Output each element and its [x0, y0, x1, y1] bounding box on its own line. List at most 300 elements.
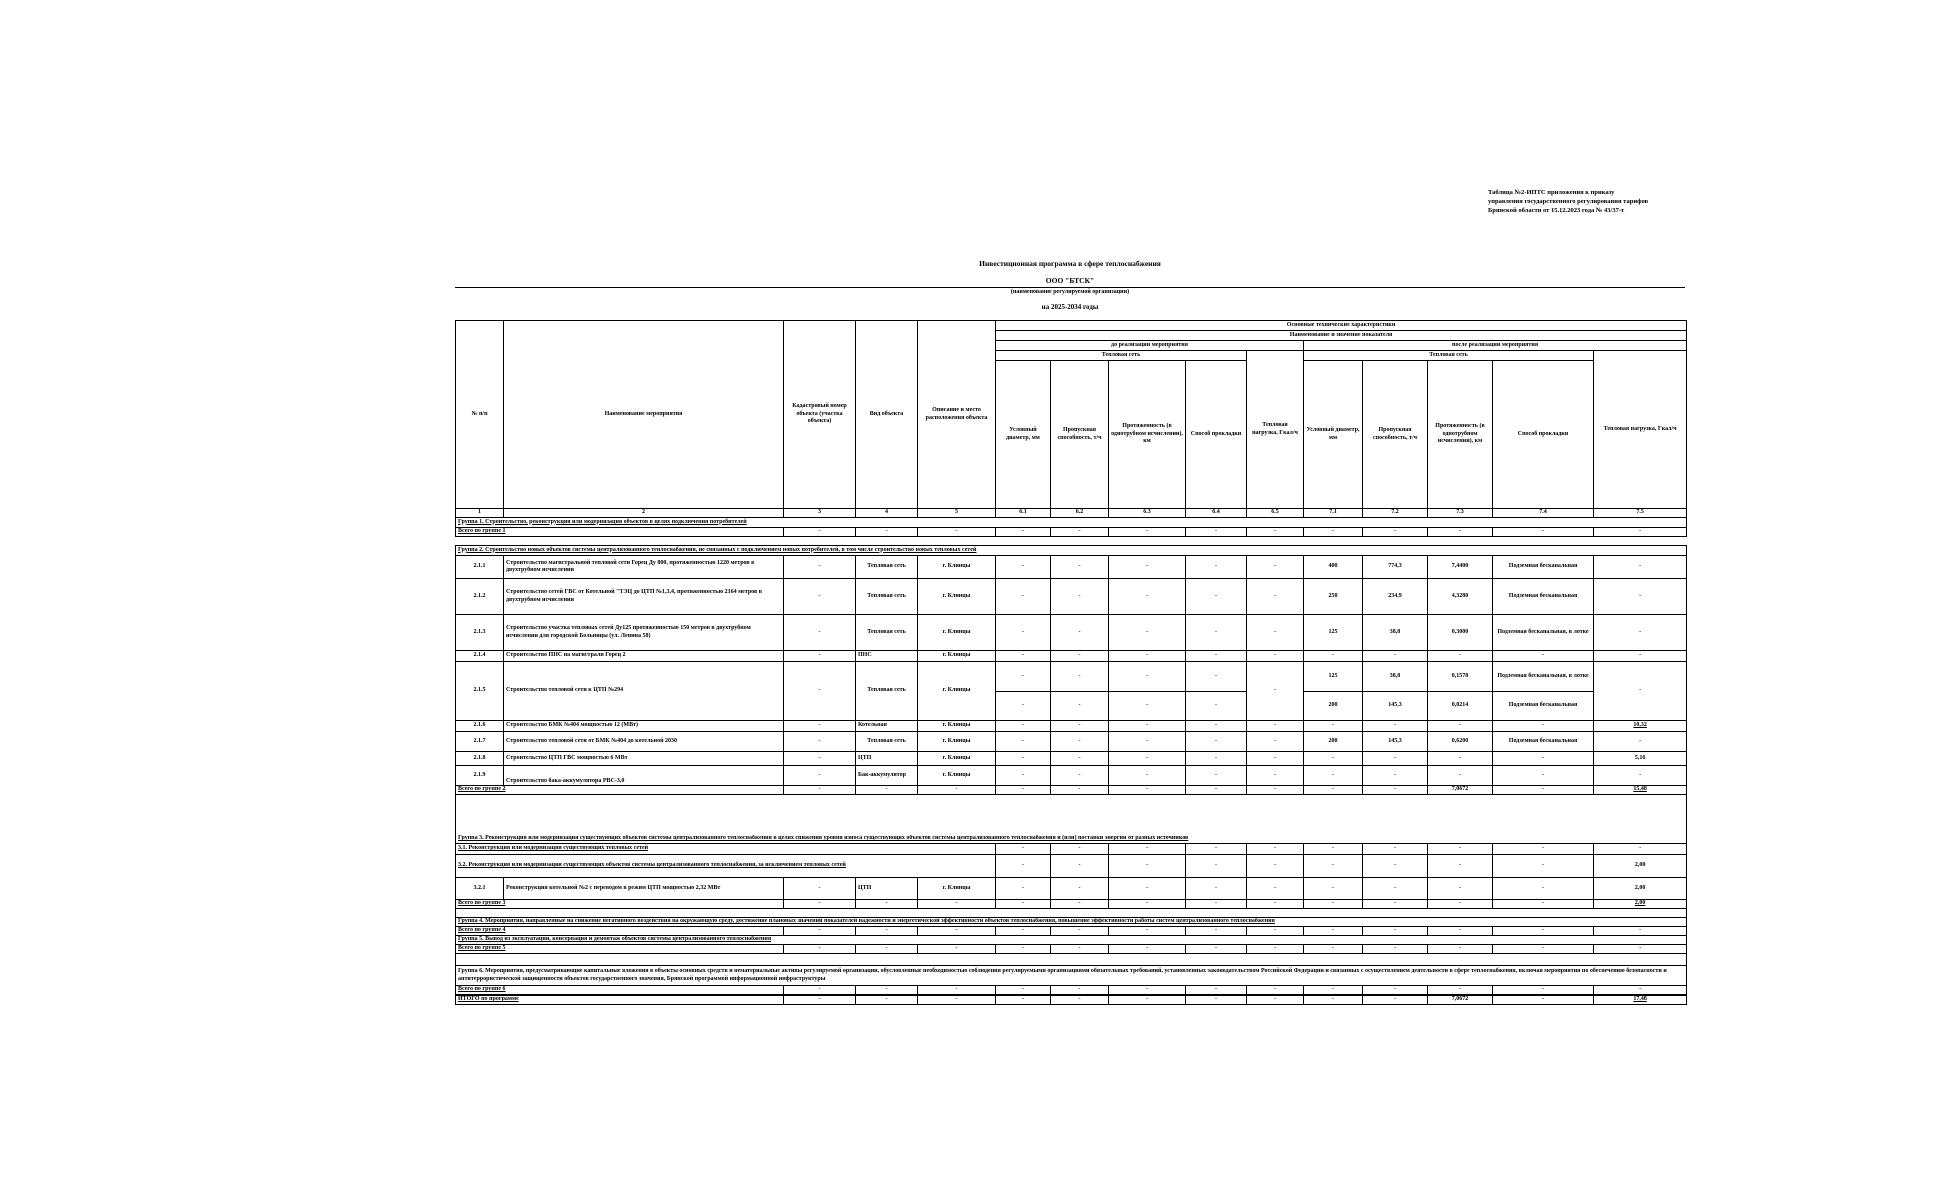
- program-period: на 2025-2034 годы: [1041, 303, 1099, 311]
- cell: -: [1363, 855, 1428, 878]
- cell: -: [1247, 945, 1304, 954]
- cell: -: [1109, 721, 1186, 732]
- group-2-total-row: [456, 786, 1687, 795]
- cell: -: [1109, 651, 1186, 662]
- cell: -: [1428, 878, 1493, 900]
- row-num: 2.1.8: [456, 752, 504, 766]
- cell: -: [1428, 945, 1493, 954]
- column-code: 6.2: [1051, 509, 1109, 518]
- row-capacity: 145,3: [1363, 732, 1428, 752]
- column-code: 7.5: [1594, 509, 1687, 518]
- cell: -: [1051, 786, 1109, 795]
- cell: -: [1594, 766, 1687, 786]
- cell: -: [1051, 986, 1109, 995]
- cell: -: [1186, 556, 1247, 579]
- row-kind: ЦТП: [856, 752, 918, 766]
- row-location: г. Клинцы: [918, 752, 996, 766]
- row-capacity: 145,3: [1363, 692, 1428, 721]
- cell: -: [1109, 986, 1186, 995]
- cell: -: [1186, 528, 1247, 537]
- program-total-length: 7,0672: [1428, 995, 1493, 1005]
- cell: -: [1186, 927, 1247, 936]
- row-num: 2.1.3: [456, 615, 504, 651]
- column-code: 4: [856, 509, 918, 518]
- column-code: 1: [456, 509, 504, 518]
- row-kind: Котельная: [856, 721, 918, 732]
- cell: -: [1304, 528, 1363, 537]
- group-6-total-row: [456, 986, 1687, 995]
- program-total-row: [456, 995, 1687, 1005]
- cell: -: [1594, 945, 1687, 954]
- cell: -: [1109, 556, 1186, 579]
- cell: -: [1304, 986, 1363, 995]
- cell: -: [1304, 995, 1363, 1005]
- group-1-total-row: [456, 528, 1687, 537]
- organization-caption: (наименование регулируемой организации): [1010, 289, 1130, 295]
- row-num: 2.1.2: [456, 579, 504, 615]
- cell: -: [1186, 945, 1247, 954]
- row-length: 0,0214: [1428, 692, 1493, 721]
- row-length: 7,4400: [1428, 556, 1493, 579]
- row-diameter: 125: [1304, 615, 1363, 651]
- cell: -: [1186, 651, 1247, 662]
- cell: -: [1109, 878, 1186, 900]
- group-5-title: Группа 5. Вывод из эксплуатации, консервация и демонтаж объектов системы централизованного теплоснабжения: [456, 936, 1687, 945]
- cell: -: [1109, 766, 1186, 786]
- cell: -: [856, 995, 918, 1005]
- cell: -: [1109, 844, 1186, 855]
- cell: -: [1304, 855, 1363, 878]
- cell: -: [1247, 752, 1304, 766]
- cell: -: [1051, 692, 1109, 721]
- table-row: [456, 579, 1687, 615]
- cell: -: [1428, 721, 1493, 732]
- cell: -: [1304, 878, 1363, 900]
- cell: -: [1051, 556, 1109, 579]
- group-4-total-label: Всего по группе 4: [456, 927, 784, 936]
- cell: -: [784, 721, 856, 732]
- cell: -: [1109, 945, 1186, 954]
- row-name: Строительство тепловой сети от БМК №404 до котельной 2030: [504, 732, 784, 752]
- cell: -: [1186, 692, 1247, 721]
- cell: -: [784, 927, 856, 936]
- row-length: 0,1578: [1428, 662, 1493, 692]
- cell: -: [918, 900, 996, 909]
- cell: -: [1247, 900, 1304, 909]
- cell: -: [996, 721, 1051, 732]
- cell: -: [856, 927, 918, 936]
- cell: -: [1247, 528, 1304, 537]
- cell: -: [1247, 995, 1304, 1005]
- row-name: Строительство сетей ГВС от Котельной "ТЭЦ до ЦТП №1,3,4, протяженностью 2164 метров в двухтрубном исчислении: [504, 579, 784, 615]
- cell: -: [1594, 651, 1687, 662]
- cell: -: [1247, 766, 1304, 786]
- cell: -: [856, 945, 918, 954]
- cell: -: [1304, 945, 1363, 954]
- cell: -: [918, 528, 996, 537]
- table-row: [456, 615, 1687, 651]
- header-kind: Вид объекта: [856, 321, 918, 509]
- cell: -: [1594, 556, 1687, 579]
- cell: -: [1594, 579, 1687, 615]
- header-diameter-after: Условный диаметр, мм: [1304, 361, 1363, 509]
- spacer: [456, 909, 1687, 918]
- spacer: [456, 795, 1687, 835]
- row-kind: ЦТП: [856, 878, 918, 900]
- row-location: г. Клинцы: [918, 651, 996, 662]
- cell: -: [1304, 721, 1363, 732]
- cell: -: [1186, 995, 1247, 1005]
- cell: -: [1247, 651, 1304, 662]
- cell: -: [1493, 855, 1594, 878]
- group-2-total-length: 7,0672: [1428, 786, 1493, 795]
- cell: -: [1186, 662, 1247, 692]
- table-row: [456, 651, 1687, 662]
- row-diameter: 250: [1304, 579, 1363, 615]
- row-kind: Тепловая сеть: [856, 556, 918, 579]
- cell: -: [1594, 986, 1687, 995]
- cell: -: [784, 766, 856, 786]
- cell: -: [1186, 786, 1247, 795]
- row-kind: Тепловая сеть: [856, 732, 918, 752]
- row-length: 0,3000: [1428, 615, 1493, 651]
- cell: -: [1186, 986, 1247, 995]
- cell: -: [1186, 844, 1247, 855]
- cell: -: [784, 528, 856, 537]
- row-capacity: 38,8: [1363, 615, 1428, 651]
- cell: -: [996, 732, 1051, 752]
- cell: -: [996, 766, 1051, 786]
- cell: -: [856, 900, 918, 909]
- header-main-tech: Основные технические характеристики: [996, 321, 1687, 331]
- cell: -: [1594, 662, 1687, 721]
- cell: -: [784, 986, 856, 995]
- header-before: до реализации мероприятия: [996, 341, 1304, 351]
- cell: -: [1304, 786, 1363, 795]
- cell: -: [996, 556, 1051, 579]
- group-5-total-label: Всего по группе 5: [456, 945, 784, 954]
- cell: -: [1109, 786, 1186, 795]
- cell: -: [1493, 721, 1594, 732]
- cell: -: [1493, 786, 1594, 795]
- cell: -: [1363, 995, 1428, 1005]
- column-code: 2: [504, 509, 784, 518]
- row-laying: Подземная бесканальная: [1493, 692, 1594, 721]
- cell: -: [1186, 766, 1247, 786]
- group-3-total-label: Всего по группе 3: [456, 900, 784, 909]
- cell: -: [1428, 766, 1493, 786]
- cell: -: [1109, 662, 1186, 692]
- row-location: г. Клинцы: [918, 579, 996, 615]
- row-kind: Тепловая сеть: [856, 662, 918, 721]
- row-location: г. Клинцы: [918, 662, 996, 721]
- group-4-title: Группа 4. Мероприятия, направленные на снижение негативного воздействия на окружающую среду, достижение плановых значений показателей надежности и энергетической эффективности объектов теплоснабжения, повышение эффективности работы систем централизованного теплоснабжения: [456, 918, 1687, 927]
- cell: -: [1428, 651, 1493, 662]
- cell: -: [1493, 986, 1594, 995]
- cell: -: [1493, 900, 1594, 909]
- row-heat-load: 2,00: [1594, 878, 1687, 900]
- group-2-total-load: 15,48: [1594, 786, 1687, 795]
- cell: -: [1051, 615, 1109, 651]
- table-row: [456, 878, 1687, 900]
- approval-note: [1488, 188, 1688, 215]
- cell: -: [1363, 528, 1428, 537]
- cell: -: [1109, 579, 1186, 615]
- group-2-row: [456, 546, 1687, 556]
- cell: -: [1304, 766, 1363, 786]
- header-heat-net-after: Тепловая сеть: [1304, 351, 1594, 361]
- cell: -: [1493, 752, 1594, 766]
- cell: -: [996, 786, 1051, 795]
- cell: -: [1186, 855, 1247, 878]
- cell: -: [1109, 927, 1186, 936]
- cell: -: [1186, 900, 1247, 909]
- row-kind: Бак-аккумулятор: [856, 766, 918, 786]
- cell: -: [996, 615, 1051, 651]
- cell: -: [996, 579, 1051, 615]
- cell: -: [1493, 878, 1594, 900]
- program-total-label: ИТОГО по программе: [456, 995, 784, 1005]
- cell: -: [1363, 752, 1428, 766]
- cell: -: [784, 651, 856, 662]
- cell: -: [1051, 752, 1109, 766]
- cell: -: [1363, 986, 1428, 995]
- column-code: 7.4: [1493, 509, 1594, 518]
- cell: -: [1247, 579, 1304, 615]
- row-num: 2.1.9: [456, 766, 504, 786]
- cell: -: [1363, 945, 1428, 954]
- header-num: № п/п: [456, 321, 504, 509]
- cell: -: [1247, 878, 1304, 900]
- row-laying: Подземная бесканальная: [1493, 579, 1594, 615]
- cell: -: [1428, 528, 1493, 537]
- row-name: Строительство ПНС на магистрали Горец 2: [504, 651, 784, 662]
- group-6-total-label: Всего по группе 6: [456, 986, 784, 995]
- cell: -: [996, 995, 1051, 1005]
- group-6-title: Группа 6. Мероприятия, предусматривающие капитальные вложения в объекты основных средств и нематериальные активы регулируемой организации, обусловленные необходимостью соблюдения регулируемыми организациями обязательных требований, установленных законодательством Российской Федерации и связанных с осуществлением деятельности в сфере теплоснабжения, включая мероприятия по обеспечению безопасности и антитеррористической защищенности объектов государственного значения, Брянской программой информационной инфраструктуры: [456, 966, 1687, 986]
- investment-program-table: [455, 320, 1687, 1005]
- row-name: Строительство участка тепловых сетей Ду125 протяженностью 150 метров в двухтрубном исчислении для городской Больницы (ул. Ленина 58): [504, 615, 784, 651]
- cell: -: [1363, 844, 1428, 855]
- cell: -: [996, 855, 1051, 878]
- row-num: 2.1.7: [456, 732, 504, 752]
- header-laying-after: Способ прокладки: [1493, 361, 1594, 509]
- cell: -: [1363, 766, 1428, 786]
- cell: -: [1186, 878, 1247, 900]
- cell: -: [1109, 752, 1186, 766]
- cell: -: [1493, 927, 1594, 936]
- cell: -: [1051, 900, 1109, 909]
- group-5-total-row: [456, 945, 1687, 954]
- cell: -: [1363, 786, 1428, 795]
- cell: -: [1247, 786, 1304, 795]
- column-code: 7.2: [1363, 509, 1428, 518]
- group-4-row: [456, 918, 1687, 927]
- cell: -: [996, 752, 1051, 766]
- header-length-after: Протяженность (в однотрубном исчислении), км: [1428, 361, 1493, 509]
- row-num: 2.1.1: [456, 556, 504, 579]
- cell: -: [918, 927, 996, 936]
- group-3-total-row: [456, 900, 1687, 909]
- row-name: Строительство бака-аккумулятора РВС-3,0: [504, 766, 784, 786]
- row-capacity: 234,9: [1363, 579, 1428, 615]
- cell: -: [1304, 927, 1363, 936]
- cell: -: [1051, 662, 1109, 692]
- cell: -: [1051, 945, 1109, 954]
- approval-line-1: Таблица №2-ИПТС приложения к приказу: [1488, 189, 1615, 196]
- row-location: г. Клинцы: [918, 721, 996, 732]
- cell: -: [856, 986, 918, 995]
- approval-line-3: Брянской области от 15.12.2023 года № 43/37-т: [1488, 207, 1625, 214]
- cell: -: [1247, 721, 1304, 732]
- column-code: 6.1: [996, 509, 1051, 518]
- group-1-title: Группа 1. Строительство, реконструкция или модернизация объектов в целях подключения потребителей: [456, 518, 1687, 528]
- cell: -: [996, 651, 1051, 662]
- cell: -: [784, 878, 856, 900]
- row-diameter: 125: [1304, 662, 1363, 692]
- spacer: [456, 954, 1687, 966]
- row-laying: Подземная бесканальная: [1493, 732, 1594, 752]
- cell: -: [1304, 900, 1363, 909]
- column-code: 7.3: [1428, 509, 1493, 518]
- header-heat-load-after: Тепловая нагрузка, Гкал/ч: [1594, 351, 1687, 509]
- cell: -: [1594, 732, 1687, 752]
- cell: -: [1594, 927, 1687, 936]
- header-capacity-after: Пропускная способность, т/ч: [1363, 361, 1428, 509]
- cell: -: [1304, 752, 1363, 766]
- column-code: 7.1: [1304, 509, 1363, 518]
- row-capacity: 38,8: [1363, 662, 1428, 692]
- cell: -: [996, 900, 1051, 909]
- row-laying: Подземная бесканальная: [1493, 556, 1594, 579]
- row-diameter: 200: [1304, 732, 1363, 752]
- cell: -: [1051, 927, 1109, 936]
- row-heat-load: 10,32: [1594, 721, 1687, 732]
- cell: -: [1363, 878, 1428, 900]
- row-laying: Подземная бесканальная, в лотке: [1493, 662, 1594, 692]
- cell: -: [1363, 651, 1428, 662]
- cell: -: [996, 927, 1051, 936]
- header-param-name: Наименование и значение показателя: [996, 331, 1687, 341]
- spacer: [456, 537, 1687, 546]
- cell: -: [1247, 732, 1304, 752]
- cell: -: [784, 900, 856, 909]
- row-diameter: 200: [1304, 692, 1363, 721]
- cell: -: [918, 786, 996, 795]
- cell: -: [1363, 927, 1428, 936]
- cell: -: [996, 945, 1051, 954]
- row-length: 0,6200: [1428, 732, 1493, 752]
- group-6-row: [456, 966, 1687, 986]
- column-code: 6.3: [1109, 509, 1186, 518]
- row-kind: Тепловая сеть: [856, 579, 918, 615]
- cell: -: [1051, 878, 1109, 900]
- header-diameter-before: Условный диаметр, мм: [996, 361, 1051, 509]
- cell: -: [1428, 900, 1493, 909]
- header-heat-net-before: Тепловая сеть: [996, 351, 1247, 361]
- organization-name: ООО "БТСК": [1045, 276, 1095, 285]
- cell: -: [1109, 615, 1186, 651]
- group-3-total-load: 2,00: [1594, 900, 1687, 909]
- cell: -: [1186, 732, 1247, 752]
- cell: -: [784, 752, 856, 766]
- cell: -: [784, 662, 856, 721]
- cell: -: [1594, 528, 1687, 537]
- table-row: [456, 556, 1687, 579]
- cell: -: [1109, 528, 1186, 537]
- cell: -: [1247, 556, 1304, 579]
- cell: -: [856, 528, 918, 537]
- column-code: 6.5: [1247, 509, 1304, 518]
- organization-underline: [455, 287, 1685, 288]
- cell: -: [784, 615, 856, 651]
- header-location: Описание и место расположения объекта: [918, 321, 996, 509]
- column-code: 5: [918, 509, 996, 518]
- row-location: г. Клинцы: [918, 615, 996, 651]
- row-name: Строительство тепловой сети к ЦТП №294: [504, 662, 784, 721]
- row-num: 3.2.1: [456, 878, 504, 900]
- header-heat-load-before: Тепловая нагрузка, Гкал/ч: [1247, 351, 1304, 509]
- header-after: после реализации мероприятия: [1304, 341, 1687, 351]
- cell: -: [1247, 615, 1304, 651]
- cell: -: [1304, 651, 1363, 662]
- row-kind: Тепловая сеть: [856, 615, 918, 651]
- column-code: 3: [784, 509, 856, 518]
- cell: -: [1186, 721, 1247, 732]
- cell: -: [1428, 855, 1493, 878]
- header-capacity-before: Пропускная способность, т/ч: [1051, 361, 1109, 509]
- row-laying: Подземная бесканальная, в лотке: [1493, 615, 1594, 651]
- group-2-total-label: Всего по группе 2: [456, 786, 784, 795]
- row-num: 2.1.5: [456, 662, 504, 721]
- cell: -: [1051, 721, 1109, 732]
- group-5-row: [456, 936, 1687, 945]
- table-row: [456, 662, 1687, 692]
- cell: -: [784, 579, 856, 615]
- cell: -: [1247, 986, 1304, 995]
- cell: -: [996, 986, 1051, 995]
- row-location: г. Клинцы: [918, 732, 996, 752]
- cell: -: [1428, 844, 1493, 855]
- group-1-row: [456, 518, 1687, 528]
- cell: -: [1051, 844, 1109, 855]
- cell: -: [1247, 855, 1304, 878]
- cell: -: [784, 786, 856, 795]
- cell: -: [1109, 900, 1186, 909]
- cell: -: [1051, 766, 1109, 786]
- cell: -: [996, 692, 1051, 721]
- cell: -: [996, 878, 1051, 900]
- cell: -: [1594, 615, 1687, 651]
- group-1-total-label: Всего по группе 1: [456, 528, 784, 537]
- group-3-1-row: [456, 844, 1687, 855]
- group-3-2-title: 3.2. Реконструкция или модернизация существующих объектов системы централизованного теплоснабжения, за исключением тепловых сетей: [456, 855, 996, 878]
- header-length-before: Протяженность (в однотрубном исчислении), км: [1109, 361, 1186, 509]
- cell: -: [1428, 927, 1493, 936]
- cell: -: [1363, 721, 1428, 732]
- cell: -: [784, 556, 856, 579]
- cell: -: [996, 844, 1051, 855]
- cell: -: [1051, 855, 1109, 878]
- row-location: г. Клинцы: [918, 556, 996, 579]
- cell: -: [1304, 844, 1363, 855]
- cell: -: [1109, 855, 1186, 878]
- cell: -: [1493, 844, 1594, 855]
- row-num: 2.1.6: [456, 721, 504, 732]
- cell: -: [918, 995, 996, 1005]
- cell: -: [1247, 927, 1304, 936]
- row-diameter: 400: [1304, 556, 1363, 579]
